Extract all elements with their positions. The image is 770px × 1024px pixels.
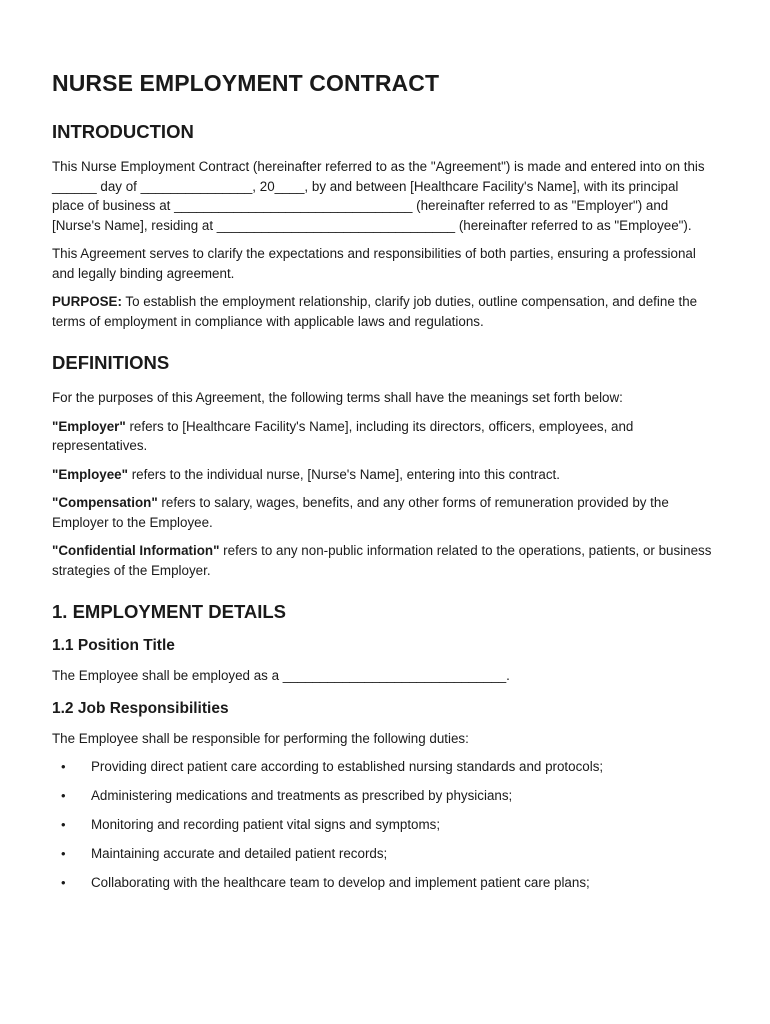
definition-term: "Compensation"	[52, 495, 158, 510]
document-title: NURSE EMPLOYMENT CONTRACT	[52, 70, 440, 96]
definition-item	[52, 465, 714, 485]
definitions-intro: For the purposes of this Agreement, the following terms shall have the meanings set forth below:	[52, 390, 623, 405]
definition-text: refers to any non-public information related to the operations, patients, or business strategies of the Employer.	[52, 543, 712, 578]
duty-text: Collaborating with the healthcare team to develop and implement patient care plans;	[91, 875, 590, 890]
introduction-paragraph: This Nurse Employment Contract (hereinafter referred to as the "Agreement") is made and entered into on this ______ day of _______________, 20____, by and between [Healthcare Facility's Name], with its principal place of business at ________________________________ (hereinafter referred to as "Employer") and [Nurse's Name], residing at ________________________________ (hereinafter referred to as "Employee").	[52, 159, 705, 233]
bullet-icon: •	[61, 759, 66, 774]
position-title-heading: 1.1 Position Title	[52, 637, 175, 654]
list-item	[52, 844, 714, 864]
job-responsibilities-intro: The Employee shall be responsible for performing the following duties:	[52, 730, 469, 746]
duty-text: Administering medications and treatments as prescribed by physicians;	[91, 788, 513, 803]
definition-text: refers to [Healthcare Facility's Name], including its directors, officers, employees, and representatives.	[52, 418, 634, 453]
definition-text: refers to salary, wages, benefits, and any other forms of remuneration provided by the Employer to the Employee.	[52, 495, 669, 530]
definitions-heading: DEFINITIONS	[52, 352, 170, 373]
duty-text: Monitoring and recording patient vital signs and symptoms;	[91, 817, 441, 832]
introduction-purpose-paragraph: This Agreement serves to clarify the expectations and responsibilities of both parties, ensuring a professional and legally binding agreement.	[52, 246, 696, 281]
purpose-text: To establish the employment relationship, clarify job duties, outline compensation, and define the terms of employment in compliance with applicable laws and regulations.	[52, 294, 698, 329]
list-item	[52, 815, 714, 835]
bullet-icon: •	[61, 788, 66, 803]
position-title-text: The Employee shall be employed as a ______________________________.	[52, 668, 510, 683]
definition-text: refers to the individual nurse, [Nurse's Name], entering into this contract.	[127, 466, 560, 482]
introduction-heading: INTRODUCTION	[52, 121, 194, 142]
bullet-icon: •	[61, 875, 66, 890]
list-item	[52, 786, 714, 806]
duty-text: Providing direct patient care according to established nursing standards and protocols;	[91, 759, 604, 774]
bullet-icon: •	[61, 817, 66, 832]
bullet-icon: •	[61, 846, 66, 861]
definition-term: "Employee"	[52, 466, 128, 482]
definition-item	[52, 493, 714, 532]
purpose-label: PURPOSE:	[52, 294, 122, 309]
definition-item	[52, 541, 714, 580]
purpose-statement	[52, 292, 714, 331]
definition-term: "Confidential Information"	[52, 543, 220, 558]
definition-item	[52, 417, 714, 456]
list-item	[52, 757, 714, 777]
job-responsibilities-heading: 1.2 Job Responsibilities	[52, 699, 229, 717]
duties-list	[52, 757, 714, 893]
list-item	[52, 873, 714, 893]
duty-text: Maintaining accurate and detailed patient records;	[91, 846, 388, 861]
employment-details-heading: 1. EMPLOYMENT DETAILS	[52, 601, 287, 622]
definition-term: "Employer"	[52, 418, 126, 434]
